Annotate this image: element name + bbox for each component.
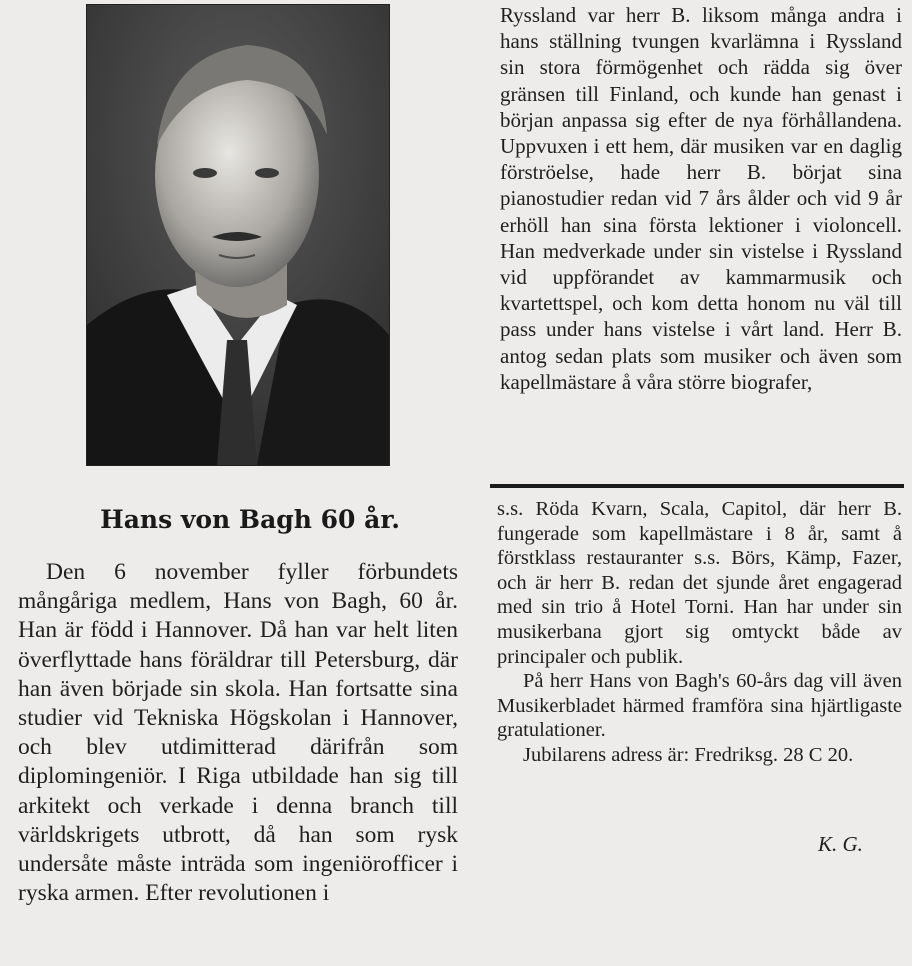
right-bottom-paragraph-1: s.s. Röda Kvarn, Scala, Capitol, där herr B. fungerade som kapellmästare i 8 år, samt å förstklass restauranter s.s. Börs, Kämp, Fazer, och är herr B. redan det sjunde året engagerad med sin trio å Hotel Torni. Han har under sin musikerbana gjort sig omtyckt både av principaler och publik. bbox=[497, 498, 902, 668]
left-column bbox=[18, 558, 458, 908]
right-column-top bbox=[500, 2, 902, 395]
right-bottom-paragraph-3: Jubilarens adress är: Fredriksg. 28 C 20. bbox=[523, 743, 854, 766]
portrait-photo bbox=[86, 4, 390, 466]
signature: K. G. bbox=[818, 832, 863, 856]
left-column-text: Den 6 november fyller förbundets mångåriga medlem, Hans von Bagh, 60 år. Han är född i Hannover. Då han var helt liten överflyttade hans föräldrar till Petersburg, där han även började sin skola. Han fortsatte sina studier vid Tekniska Högskolan i Hannover, och blev utdimitterad därifrån som diplomingeniör. I Riga utbildade han sig till arkitekt och verkade i denna branch till världskrigets utbrott, då han som rysk undersåte måste inträda som ingeniörofficer i ryska armen. Efter revolutionen i bbox=[18, 559, 458, 907]
right-bottom-paragraph-2: På herr Hans von Bagh's 60-års dag vill även Musikerbladet härmed framföra sina hjärtligaste gratulationer. bbox=[497, 670, 902, 742]
article-title: Hans von Bagh 60 år. bbox=[100, 505, 400, 534]
right-column-top-text: Ryssland var herr B. liksom många andra i hans ställning tvungen kvarlämna i Ryssland sin stora förmögenhet och rädda sig över gränsen till Finland, och kunde han genast i början anpassa sig efter de nya förhållandena. Uppvuxen i ett hem, där musiken var en daglig förströelse, hade herr B. börjat sina pianostudier redan vid 7 års ålder och vid 9 år erhöll han sina första lektioner i violoncell. Han medverkade under sin vistelse i Ryssland vid uppförandet av kammarmusik och kvartettspel, och kom detta honom nu väl till pass under hans vistelse i vårt land. Herr B. antog sedan plats som musiker och även som kapellmästare å våra större biografer, bbox=[500, 3, 902, 394]
portrait-image bbox=[87, 5, 389, 465]
right-column-bottom bbox=[497, 497, 902, 768]
section-divider bbox=[490, 484, 904, 488]
